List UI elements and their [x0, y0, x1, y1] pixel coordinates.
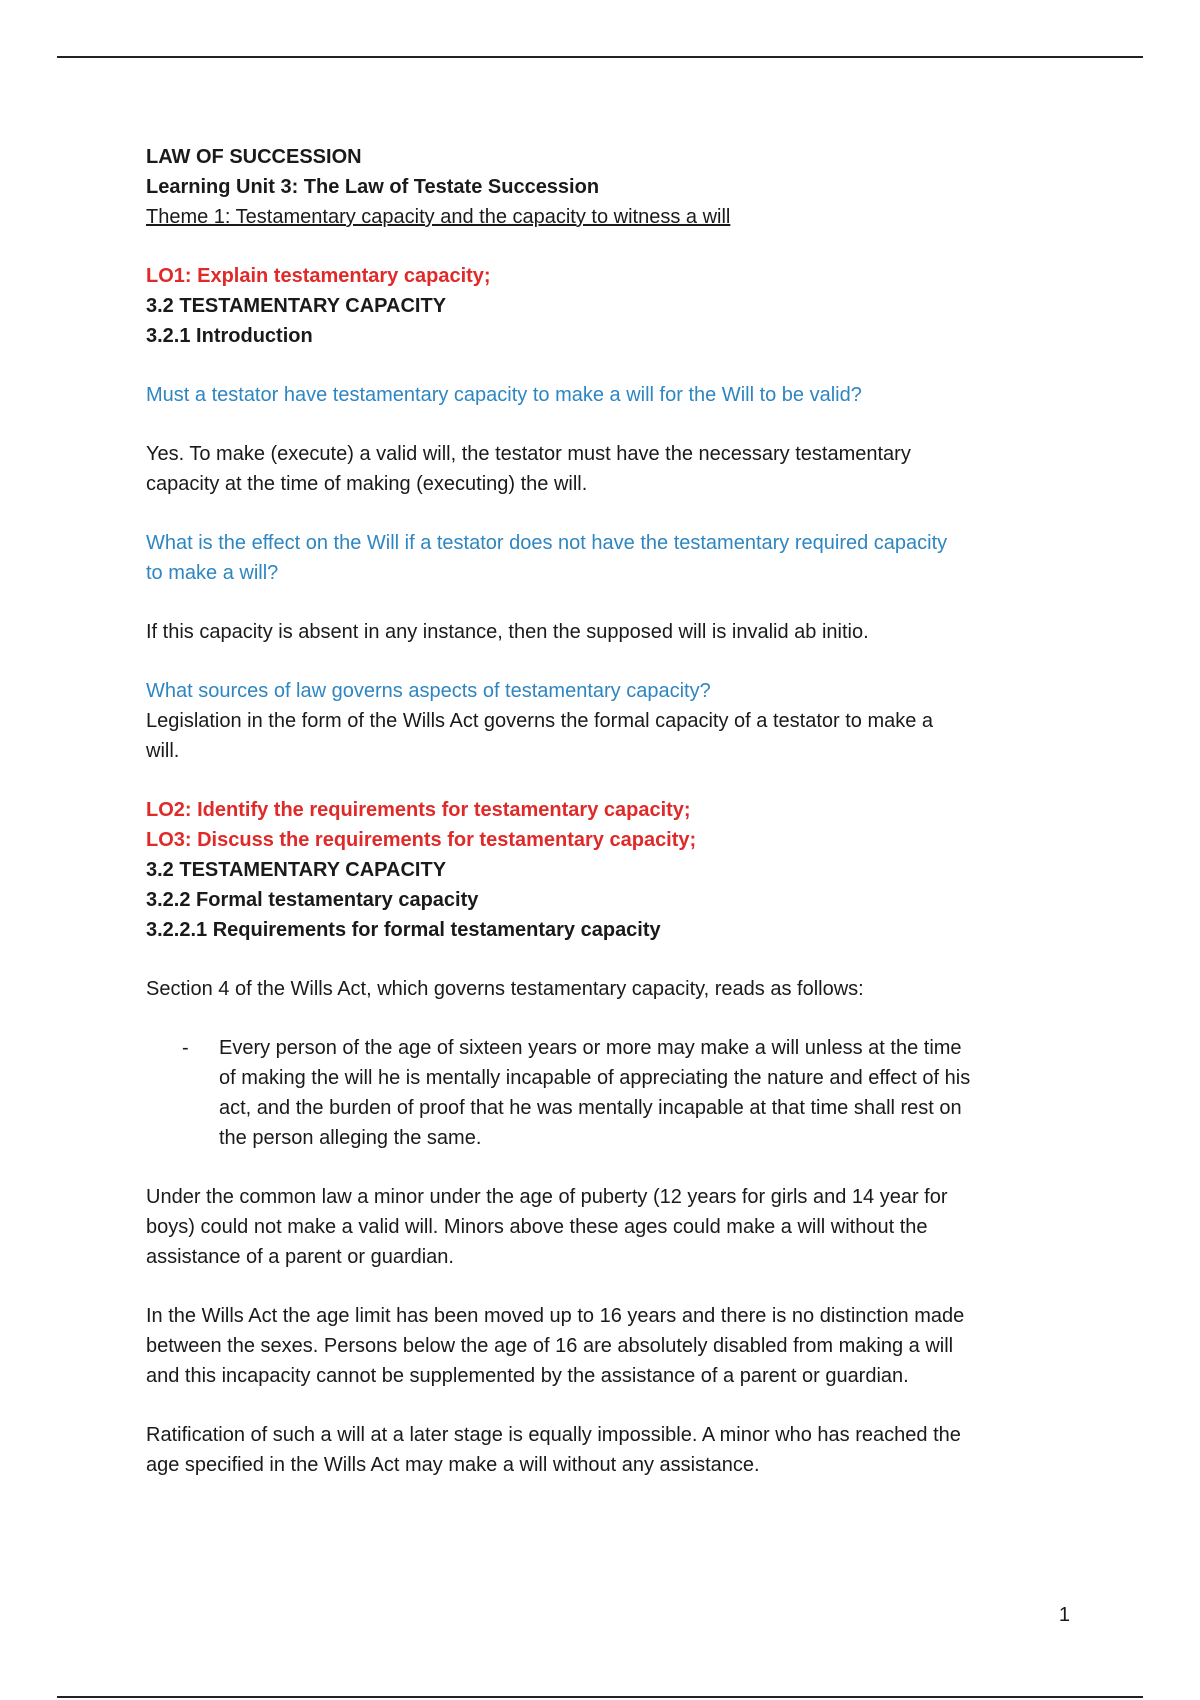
bullet-dash: -	[182, 1037, 189, 1059]
paragraph-common-law	[146, 1182, 1066, 1272]
learning-outcome-2: LO2: Identify the requirements for testamentary capacity;	[146, 799, 691, 821]
learning-outcome-3: LO3: Discuss the requirements for testamentary capacity;	[146, 829, 697, 851]
section-4-quote-bullet	[146, 1033, 1066, 1153]
answer-2: If this capacity is absent in any instance, then the supposed will is invalid ab initio.	[146, 621, 869, 643]
section-heading-3-2-2: 3.2.2 Formal testamentary capacity	[146, 889, 479, 911]
answer-3-line: will.	[146, 740, 180, 762]
section-heading-3-2: 3.2 TESTAMENTARY CAPACITY	[146, 295, 447, 317]
learning-outcome-1: LO1: Explain testamentary capacity;	[146, 265, 491, 287]
section-heading-3-2-2-1: 3.2.2.1 Requirements for formal testamentary capacity	[146, 919, 661, 941]
section-4-intro: Section 4 of the Wills Act, which governs testamentary capacity, reads as follows:	[146, 978, 864, 1000]
bottom-rule	[57, 1696, 1143, 1698]
paragraph-line: In the Wills Act the age limit has been moved up to 16 years and there is no distinction made	[146, 1305, 965, 1327]
paragraph-line: boys) could not make a valid will. Minors above these ages could make a will without the	[146, 1216, 928, 1238]
document-title: LAW OF SUCCESSION	[146, 146, 362, 168]
answer-1-line: capacity at the time of making (executing) the will.	[146, 473, 588, 495]
paragraph-ratification	[146, 1420, 1066, 1480]
question-1: Must a testator have testamentary capacity to make a will for the Will to be valid?	[146, 384, 862, 406]
paragraph-wills-act	[146, 1301, 1066, 1391]
paragraph-line: and this incapacity cannot be supplemented by the assistance of a parent or guardian.	[146, 1365, 909, 1387]
paragraph-line: assistance of a parent or guardian.	[146, 1246, 454, 1268]
question-2-line: to make a will?	[146, 562, 279, 584]
paragraph-line: Under the common law a minor under the age of puberty (12 years for girls and 14 year for	[146, 1186, 948, 1208]
bullet-line: of making the will he is mentally incapable of appreciating the nature and effect of his	[219, 1067, 971, 1089]
answer-1-line: Yes. To make (execute) a valid will, the testator must have the necessary testamentary	[146, 443, 911, 465]
paragraph-line: age specified in the Wills Act may make a will without any assistance.	[146, 1454, 760, 1476]
page-number: 1	[1058, 1604, 1070, 1626]
bullet-line: act, and the burden of proof that he was mentally incapable at that time shall rest on	[219, 1097, 962, 1119]
section-heading-3-2-1: 3.2.1 Introduction	[146, 325, 313, 347]
document-body	[146, 142, 1066, 1480]
question-2	[146, 528, 1066, 588]
bullet-line: Every person of the age of sixteen years or more may make a will unless at the time	[219, 1037, 962, 1059]
section-heading-3-2-repeat: 3.2 TESTAMENTARY CAPACITY	[146, 859, 447, 881]
question-2-line: What is the effect on the Will if a testator does not have the testamentary required capacity	[146, 532, 948, 554]
answer-3	[146, 706, 1066, 766]
theme-heading: Theme 1: Testamentary capacity and the capacity to witness a will	[146, 206, 731, 228]
answer-3-line: Legislation in the form of the Wills Act governs the formal capacity of a testator to make a	[146, 710, 934, 732]
answer-1	[146, 439, 1066, 499]
paragraph-line: Ratification of such a will at a later stage is equally impossible. A minor who has reached the	[146, 1424, 961, 1446]
learning-unit-heading: Learning Unit 3: The Law of Testate Succession	[146, 176, 600, 198]
paragraph-line: between the sexes. Persons below the age of 16 are absolutely disabled from making a will	[146, 1335, 954, 1357]
question-3: What sources of law governs aspects of testamentary capacity?	[146, 680, 711, 702]
bullet-line: the person alleging the same.	[219, 1127, 482, 1149]
top-rule	[57, 56, 1143, 58]
